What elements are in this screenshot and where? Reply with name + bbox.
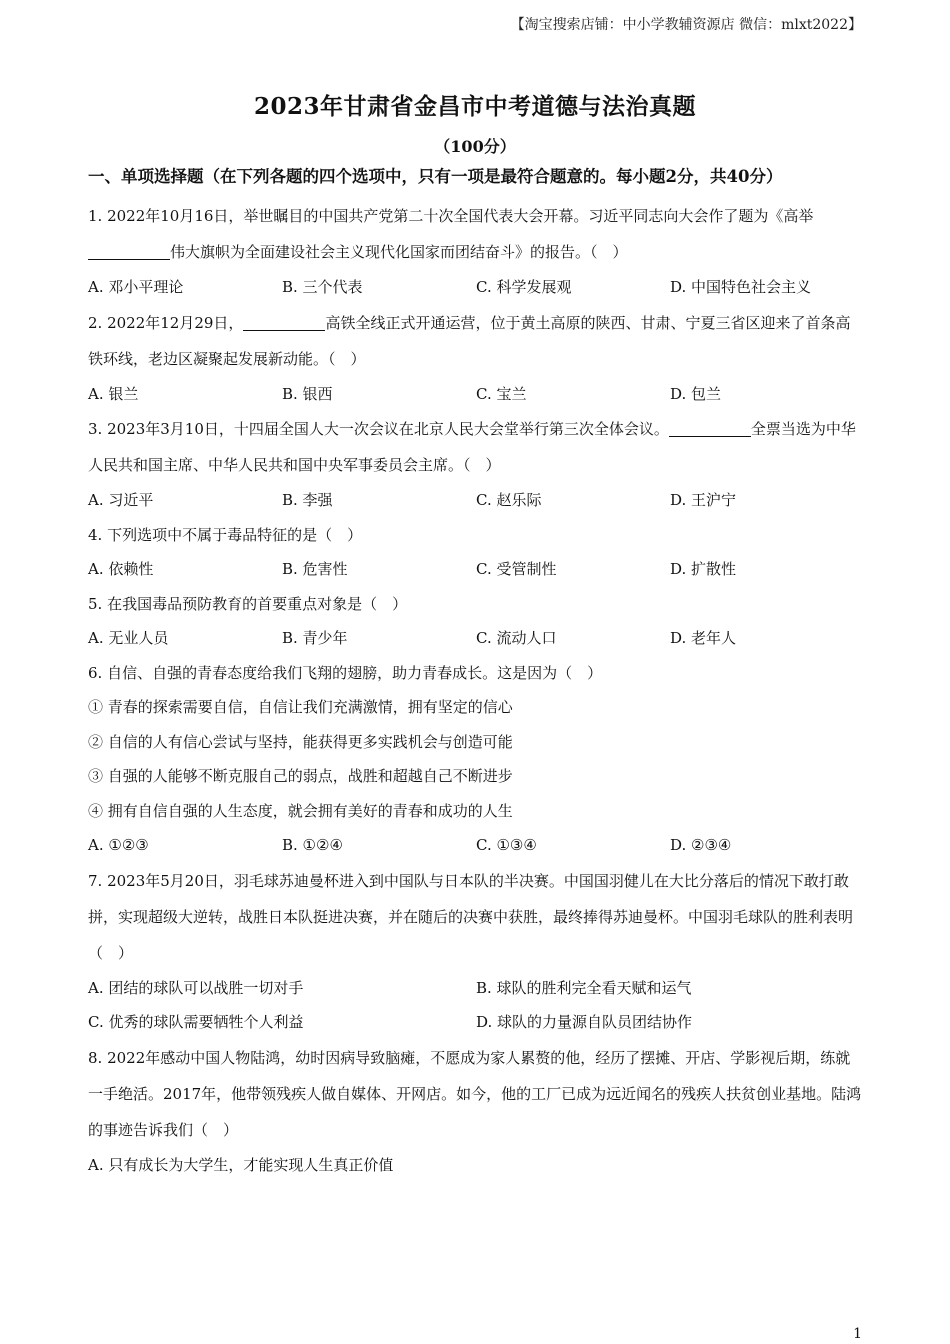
option-row — [88, 483, 864, 518]
total-score: （100分） — [434, 137, 516, 156]
question-3 — [88, 411, 864, 518]
statement-4: ④ 拥有自信自强的人生态度，就会拥有美好的青春和成功的人生 — [88, 801, 513, 820]
section-heading: 一、单项选择题（在下列各题的四个选项中，只有一项是最符合题意的。每小题2分，共40分） — [88, 167, 783, 186]
exam-content — [88, 162, 864, 1182]
option-d: D. 中国特色社会主义 — [670, 278, 812, 296]
question-stem: 8. 2022年感动中国人物陆鸿，幼时因病导致脑瘫，不愿成为家人累赘的他，经历了摆摊、开店、学影视后期，练就一手绝活。2017年，他带领残疾人做自媒体、开网店。如今，他的工厂已成为远近闻名的残疾人扶贫创业基地。陆鸿的事迹告诉我们（ ） — [88, 1048, 862, 1139]
question-1 — [88, 198, 864, 305]
option-a: A. 团结的球队可以战胜一切对手 — [88, 978, 304, 997]
question-stem: 2. 2022年12月29日， 高铁全线正式开通运营，位于黄土高原的陕西、甘肃、宁夏三省区迎来了首条高铁环线，老边区凝聚起发展新动能。（ ） — [88, 313, 851, 368]
option-d: D. 扩散性 — [670, 560, 737, 578]
header-note: 【淘宝搜索店铺：中小学教辅资源店 微信：mlxt2022】 — [510, 17, 862, 33]
question-stem: 5. 在我国毒品预防教育的首要重点对象是（ ） — [88, 594, 408, 613]
option-b: B. 李强 — [282, 491, 333, 509]
option-a: A. 依赖性 — [88, 560, 154, 578]
option-row — [88, 828, 864, 863]
page-number: 1 — [853, 1326, 862, 1342]
option-c: C. 流动人口 — [476, 629, 557, 647]
question-7 — [88, 863, 864, 1040]
question-4 — [88, 518, 864, 587]
option-b: B. 银西 — [282, 384, 333, 403]
option-a: A. ①②③ — [88, 836, 149, 854]
option-d: D. 老年人 — [670, 629, 737, 647]
option-row — [88, 270, 864, 305]
option-b: B. 三个代表 — [282, 278, 363, 296]
option-a: A. 银兰 — [88, 384, 139, 403]
option-row — [88, 971, 864, 1006]
page-title: 2023年甘肃省金昌市中考道德与法治真题 — [253, 93, 696, 120]
option-b: B. 危害性 — [282, 560, 348, 578]
option-row — [88, 377, 864, 412]
option-row — [88, 1005, 864, 1040]
question-stem: 3. 2023年3月10日，十四届全国人大一次会议在北京人民大会堂举行第三次全体会议。 全票当选为中华人民共和国主席、中华人民共和国中央军事委员会主席。（ ） — [88, 420, 856, 474]
answer-blank — [88, 241, 170, 260]
option-a: A. 无业人员 — [88, 629, 169, 647]
option-row — [88, 552, 864, 587]
statement-3: ③ 自强的人能够不断克服自己的弱点，战胜和超越自己不断进步 — [88, 767, 513, 785]
option-b: B. 青少年 — [282, 629, 348, 647]
question-2 — [88, 305, 864, 412]
option-b: B. ①②④ — [282, 836, 343, 854]
answer-blank — [243, 312, 325, 331]
question-stem: 1. 2022年10月16日，举世瞩目的中国共产党第二十次全国代表大会开幕。习近平同志向大会作了题为《高举伟大旗帜为全面建设社会主义现代化国家而团结奋斗》的报告。（ ） — [88, 207, 814, 261]
option-c: C. 科学发展观 — [476, 278, 572, 296]
option-c: C. ①③④ — [476, 836, 537, 854]
option-c: C. 优秀的球队需要牺牲个人利益 — [88, 1013, 304, 1031]
option-a: A. 只有成长为大学生，才能实现人生真正价值 — [88, 1155, 394, 1174]
question-stem: 7. 2023年5月20日，羽毛球苏迪曼杯进入到中国队与日本队的半决赛。中国国羽健儿在大比分落后的情况下敢打敢拼，实现超级大逆转，战胜日本队挺进决赛，并在随后的决赛中获胜，最终捧得苏迪曼杯。中国羽毛球队的胜利表明（ ） — [88, 871, 854, 962]
question-5 — [88, 587, 864, 656]
question-8 — [88, 1040, 864, 1183]
option-d: D. 球队的力量源自队员团结协作 — [476, 1013, 693, 1031]
option-d: D. 王沪宁 — [670, 491, 737, 509]
option-b: B. 球队的胜利完全看天赋和运气 — [476, 978, 692, 997]
option-a: A. 邓小平理论 — [88, 278, 184, 296]
question-stem: 4. 下列选项中不属于毒品特征的是（ ） — [88, 525, 363, 544]
option-c: C. 赵乐际 — [476, 491, 542, 509]
option-row — [88, 621, 864, 656]
answer-blank — [669, 418, 751, 437]
option-c: C. 宝兰 — [476, 384, 527, 403]
option-d: D. 包兰 — [670, 384, 722, 403]
question-stem: 6. 自信、自强的青春态度给我们飞翔的翅膀，助力青春成长。这是因为（ ） — [88, 663, 603, 682]
statement-2: ② 自信的人有信心尝试与坚持，能获得更多实践机会与创造可能 — [88, 732, 513, 751]
option-c: C. 受管制性 — [476, 560, 557, 578]
question-6 — [88, 656, 864, 863]
option-a: A. 习近平 — [88, 491, 154, 509]
option-d: D. ②③④ — [670, 836, 732, 854]
statement-1: ① 青春的探索需要自信，自信让我们充满激情，拥有坚定的信心 — [88, 698, 513, 716]
